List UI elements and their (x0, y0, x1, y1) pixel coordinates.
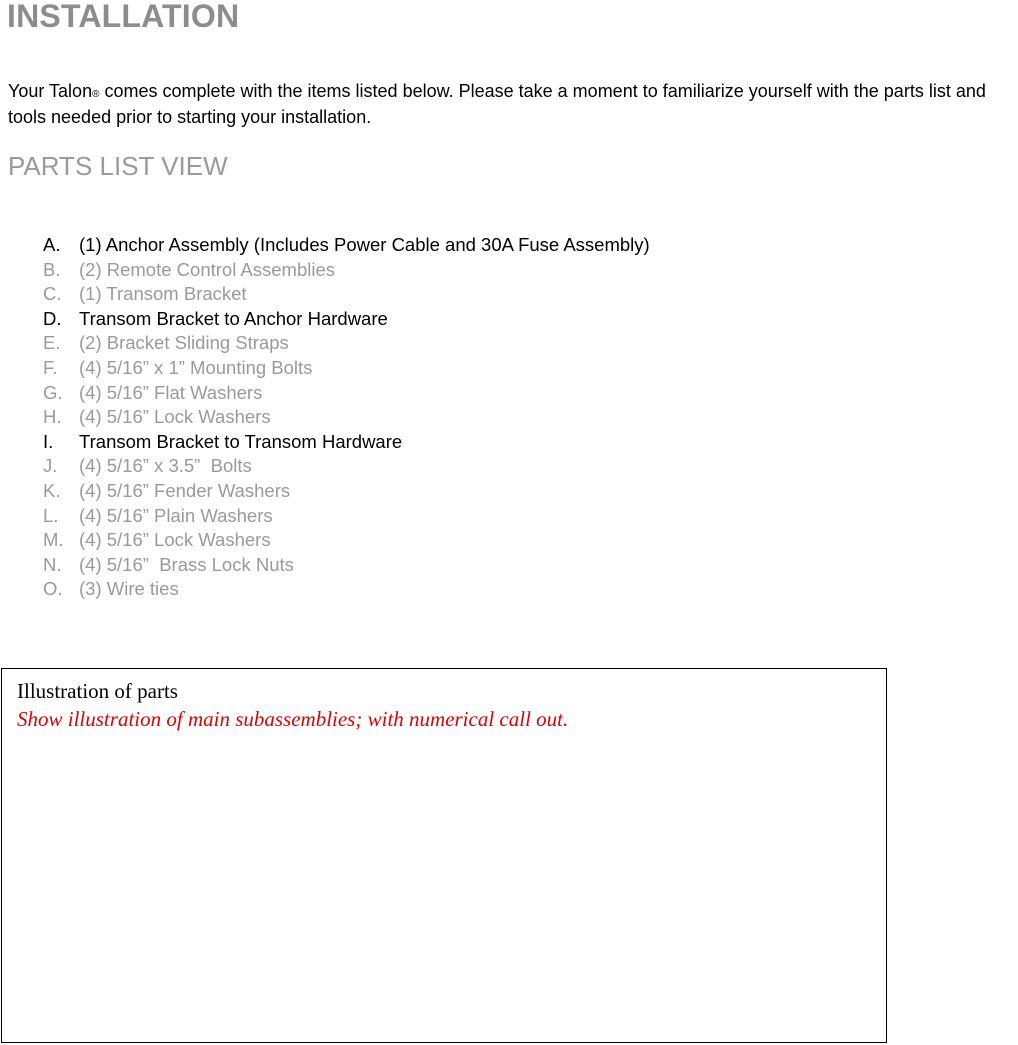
list-item-letter: J. (43, 455, 58, 477)
list-item-letter: K. (43, 479, 61, 501)
intro-paragraph (8, 80, 1018, 129)
list-item (43, 553, 650, 578)
illustration-box (1, 668, 887, 1043)
illustration-note: Show illustration of main subassemblies; with numerical call out. (17, 707, 569, 731)
list-item-letter: C. (43, 283, 62, 305)
list-item-text: (4) 5/16” x 1” Mounting Bolts (79, 356, 313, 378)
intro-text-part2: comes complete with the items listed below. Please take a moment to familiarize yourself with the parts list and tools needed prior to starting your installation. (8, 81, 986, 127)
list-item (43, 577, 650, 602)
page-title: INSTALLATION (7, 0, 240, 34)
list-item (43, 405, 650, 430)
list-item (43, 307, 650, 332)
list-item-text: (4) 5/16” Flat Washers (79, 381, 263, 403)
list-item (43, 504, 650, 529)
list-item (43, 381, 650, 406)
list-item-letter: D. (43, 307, 62, 329)
list-item-text: (2) Remote Control Assemblies (79, 258, 336, 280)
list-item (43, 282, 650, 307)
list-item-text: (4) 5/16” Plain Washers (79, 504, 273, 526)
list-item-letter: M. (43, 529, 64, 551)
list-item-letter: H. (43, 406, 62, 428)
list-item-letter: O. (43, 578, 63, 600)
list-item-text: (3) Wire ties (79, 578, 179, 600)
list-item (43, 331, 650, 356)
registered-mark: ® (92, 89, 100, 100)
list-item-letter: F. (43, 356, 58, 378)
list-item-letter: E. (43, 332, 61, 354)
list-item-text: (1) Anchor Assembly (Includes Power Cable and 30A Fuse Assembly) (79, 234, 650, 255)
list-item-letter: I. (43, 430, 54, 452)
list-item (43, 430, 650, 455)
list-item (43, 479, 650, 504)
list-item-letter: G. (43, 381, 63, 403)
intro-text-part1: Your Talon (8, 81, 93, 101)
list-item-letter: B. (43, 258, 61, 280)
list-item-text: (4) 5/16” Lock Washers (79, 406, 271, 428)
list-item-text: (4) 5/16” Brass Lock Nuts (79, 553, 294, 575)
list-item (43, 528, 650, 553)
list-item-text: (1) Transom Bracket (79, 283, 247, 305)
list-item-letter: A. (43, 234, 61, 255)
list-item (43, 454, 650, 479)
list-item-letter: N. (43, 553, 62, 575)
list-item-text: Transom Bracket to Anchor Hardware (79, 307, 388, 329)
list-item (43, 258, 650, 283)
section-heading-parts-list: PARTS LIST VIEW (8, 151, 228, 181)
list-item (43, 356, 650, 381)
list-item-text: (4) 5/16” Fender Washers (79, 479, 291, 501)
list-item-text: Transom Bracket to Transom Hardware (79, 430, 403, 452)
list-item-letter: L. (43, 504, 59, 526)
list-item-text: (4) 5/16” x 3.5” Bolts (79, 455, 252, 477)
list-item-text: (2) Bracket Sliding Straps (79, 332, 289, 354)
parts-list (43, 233, 650, 602)
illustration-title: Illustration of parts (17, 679, 178, 703)
list-item-text: (4) 5/16” Lock Washers (79, 529, 271, 551)
list-item (43, 233, 650, 258)
